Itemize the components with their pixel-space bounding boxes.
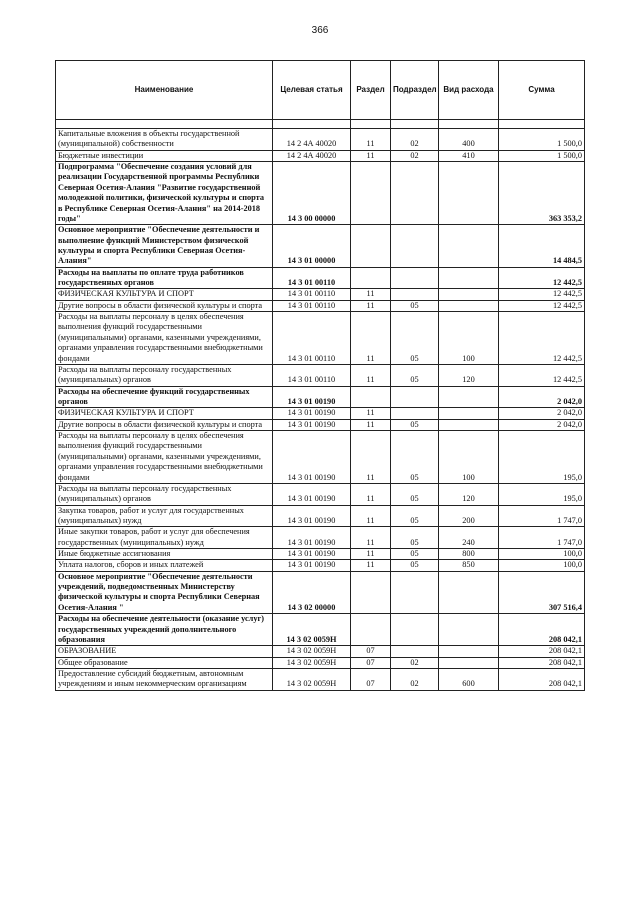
cell-subsection: [391, 614, 439, 646]
cell-code: 14 3 01 00190: [273, 549, 351, 560]
cell-code: 14 3 00 00000: [273, 162, 351, 225]
budget-table: [55, 60, 585, 691]
table-row: [56, 150, 585, 161]
cell-section: 11: [351, 419, 391, 430]
cell-amount: 208 042,1: [499, 614, 585, 646]
cell-code: 14 3 02 0059Н: [273, 646, 351, 657]
cell-kind: [439, 657, 499, 668]
cell-amount: 363 353,2: [499, 162, 585, 225]
header-subsection: Подраздел: [391, 61, 439, 120]
table-row: [56, 364, 585, 386]
cell-name: Бюджетные инвестиции: [56, 150, 273, 161]
cell-amount: 12 442,5: [499, 364, 585, 386]
cell-code: 14 3 01 00110: [273, 312, 351, 365]
cell-subsection: [391, 162, 439, 225]
cell-amount: 100,0: [499, 549, 585, 560]
cell-section: 11: [351, 312, 391, 365]
cell-kind: [439, 289, 499, 300]
table-row: [56, 312, 585, 365]
cell-kind: [439, 419, 499, 430]
cell-code: 14 3 01 00190: [273, 505, 351, 527]
cell-amount: 208 042,1: [499, 668, 585, 690]
cell-section: [351, 386, 391, 408]
cell-code: 14 3 01 00190: [273, 431, 351, 484]
cell-section: [351, 162, 391, 225]
cell-kind: [439, 267, 499, 289]
cell-amount: 195,0: [499, 431, 585, 484]
cell-section: 11: [351, 560, 391, 571]
table-row: [56, 408, 585, 419]
cell-name: Подпрограмма "Обеспечение создания условий для реализации Государственной программы Республики Северная Осетия-Алания "Развитие государственной молодежной политики, физической культуры и спорта в Республике Северная Осетия-Алания" на 2014-2018 годы": [56, 162, 273, 225]
table-row: [56, 431, 585, 484]
cell-name: ФИЗИЧЕСКАЯ КУЛЬТУРА И СПОРТ: [56, 408, 273, 419]
cell-amount: 12 442,5: [499, 300, 585, 311]
cell-name: ОБРАЗОВАНИЕ: [56, 646, 273, 657]
cell-code: 14 2 4А 40020: [273, 150, 351, 161]
cell-amount: 195,0: [499, 483, 585, 505]
cell-kind: 100: [439, 431, 499, 484]
table-spacer-row: [56, 120, 585, 129]
cell-section: [351, 267, 391, 289]
cell-section: 11: [351, 505, 391, 527]
cell-amount: 307 516,4: [499, 571, 585, 613]
cell-name: Предоставление субсидий бюджетным, автономным учреждениям и иным некоммерческим организациям: [56, 668, 273, 690]
cell-section: 11: [351, 431, 391, 484]
cell-section: 11: [351, 527, 391, 549]
cell-name: Основное мероприятие "Обеспечение деятельности учреждений, подведомственных Министерству физической культуры и спорта Республики Северная Осетия-Алания ": [56, 571, 273, 613]
cell-kind: 100: [439, 312, 499, 365]
table-row: [56, 571, 585, 613]
cell-subsection: [391, 289, 439, 300]
header-kind: Вид расхода: [439, 61, 499, 120]
cell-subsection: [391, 386, 439, 408]
table-row: [56, 560, 585, 571]
table-row: [56, 668, 585, 690]
table-row: [56, 505, 585, 527]
cell-amount: 14 484,5: [499, 225, 585, 267]
cell-amount: 1 500,0: [499, 150, 585, 161]
cell-code: 14 3 01 00190: [273, 483, 351, 505]
cell-amount: 12 442,5: [499, 267, 585, 289]
table-row: [56, 129, 585, 151]
cell-code: 14 3 01 00190: [273, 560, 351, 571]
cell-subsection: 05: [391, 431, 439, 484]
cell-section: 11: [351, 150, 391, 161]
cell-amount: 1 747,0: [499, 527, 585, 549]
cell-subsection: 05: [391, 483, 439, 505]
cell-section: 11: [351, 549, 391, 560]
cell-section: 11: [351, 408, 391, 419]
cell-amount: 12 442,5: [499, 289, 585, 300]
cell-section: [351, 614, 391, 646]
cell-section: 07: [351, 646, 391, 657]
cell-code: 14 3 01 00110: [273, 267, 351, 289]
table-row: [56, 527, 585, 549]
cell-subsection: 02: [391, 668, 439, 690]
cell-kind: [439, 162, 499, 225]
cell-code: 14 3 01 00190: [273, 408, 351, 419]
table-body: [56, 120, 585, 691]
cell-subsection: 05: [391, 560, 439, 571]
cell-name: Иные закупки товаров, работ и услуг для обеспечения государственных (муниципальных) нужд: [56, 527, 273, 549]
cell-subsection: 05: [391, 300, 439, 311]
cell-code: 14 3 02 0059Н: [273, 657, 351, 668]
cell-amount: 100,0: [499, 560, 585, 571]
table-row: [56, 267, 585, 289]
cell-subsection: [391, 646, 439, 657]
cell-kind: [439, 386, 499, 408]
cell-code: 14 2 4А 40020: [273, 129, 351, 151]
cell-kind: [439, 571, 499, 613]
cell-section: 11: [351, 129, 391, 151]
header-amount: Сумма: [499, 61, 585, 120]
cell-amount: 12 442,5: [499, 312, 585, 365]
cell-section: 07: [351, 668, 391, 690]
header-name: Наименование: [56, 61, 273, 120]
cell-name: Другие вопросы в области физической культуры и спорта: [56, 300, 273, 311]
cell-subsection: 02: [391, 150, 439, 161]
cell-code: 14 3 01 00190: [273, 419, 351, 430]
cell-name: Закупка товаров, работ и услуг для государственных (муниципальных) нужд: [56, 505, 273, 527]
cell-subsection: 02: [391, 129, 439, 151]
cell-kind: [439, 646, 499, 657]
cell-kind: 410: [439, 150, 499, 161]
cell-name: Расходы на выплаты персоналу в целях обеспечения выполнения функций государственными (муниципальными) органами, казенными учреждениями, органами управления государственными внебюджетными фондами: [56, 431, 273, 484]
table-row: [56, 162, 585, 225]
cell-subsection: [391, 408, 439, 419]
cell-name: Основное мероприятие "Обеспечение деятельности и выполнение функций Министерством физической культуры и спорта Республики Северная Осетия-Алания": [56, 225, 273, 267]
cell-subsection: 05: [391, 549, 439, 560]
cell-subsection: 02: [391, 657, 439, 668]
cell-subsection: 05: [391, 527, 439, 549]
cell-name: Иные бюджетные ассигнования: [56, 549, 273, 560]
cell-amount: 1 747,0: [499, 505, 585, 527]
cell-amount: 208 042,1: [499, 646, 585, 657]
cell-section: 11: [351, 364, 391, 386]
cell-name: Другие вопросы в области физической культуры и спорта: [56, 419, 273, 430]
cell-code: 14 3 02 00000: [273, 571, 351, 613]
cell-kind: 600: [439, 668, 499, 690]
cell-name: Расходы на выплаты персоналу в целях обеспечения выполнения функций государственными (муниципальными) органами, казенными учреждениями, органами управления государственными внебюджетными фондами: [56, 312, 273, 365]
cell-section: 11: [351, 289, 391, 300]
cell-name: Расходы на выплаты по оплате труда работников государственных органов: [56, 267, 273, 289]
cell-section: 11: [351, 483, 391, 505]
cell-name: Расходы на обеспечение функций государственных органов: [56, 386, 273, 408]
table-header-row: [56, 61, 585, 120]
cell-kind: [439, 225, 499, 267]
cell-section: 11: [351, 300, 391, 311]
cell-subsection: 05: [391, 505, 439, 527]
table-row: [56, 289, 585, 300]
cell-kind: 120: [439, 483, 499, 505]
table-row: [56, 386, 585, 408]
cell-kind: [439, 614, 499, 646]
cell-code: 14 3 01 00190: [273, 527, 351, 549]
cell-code: 14 3 02 0059Н: [273, 614, 351, 646]
cell-subsection: 05: [391, 364, 439, 386]
cell-kind: 240: [439, 527, 499, 549]
cell-section: 07: [351, 657, 391, 668]
table-row: [56, 225, 585, 267]
cell-subsection: [391, 225, 439, 267]
cell-name: Общее образование: [56, 657, 273, 668]
cell-amount: 2 042,0: [499, 419, 585, 430]
cell-section: [351, 225, 391, 267]
cell-kind: 200: [439, 505, 499, 527]
cell-code: 14 3 01 00190: [273, 386, 351, 408]
table-row: [56, 614, 585, 646]
cell-kind: [439, 300, 499, 311]
cell-kind: 120: [439, 364, 499, 386]
cell-name: ФИЗИЧЕСКАЯ КУЛЬТУРА И СПОРТ: [56, 289, 273, 300]
cell-code: 14 3 01 00000: [273, 225, 351, 267]
cell-section: [351, 571, 391, 613]
page-number: 366: [311, 25, 329, 36]
cell-name: Капитальные вложения в объекты государственной (муниципальной) собственности: [56, 129, 273, 151]
cell-amount: 2 042,0: [499, 386, 585, 408]
cell-code: 14 3 01 00110: [273, 300, 351, 311]
cell-subsection: [391, 571, 439, 613]
cell-kind: 400: [439, 129, 499, 151]
cell-amount: 2 042,0: [499, 408, 585, 419]
table-row: [56, 483, 585, 505]
header-code: Целевая статья: [273, 61, 351, 120]
table-row: [56, 646, 585, 657]
cell-name: Уплата налогов, сборов и иных платежей: [56, 560, 273, 571]
cell-name: Расходы на выплаты персоналу государственных (муниципальных) органов: [56, 483, 273, 505]
cell-code: 14 3 02 0059Н: [273, 668, 351, 690]
table-row: [56, 300, 585, 311]
cell-kind: [439, 408, 499, 419]
cell-name: Расходы на обеспечение деятельности (оказание услуг) государственных учреждений дополнительного образования: [56, 614, 273, 646]
cell-amount: 1 500,0: [499, 129, 585, 151]
table-row: [56, 419, 585, 430]
table-row: [56, 657, 585, 668]
header-section: Раздел: [351, 61, 391, 120]
cell-code: 14 3 01 00110: [273, 364, 351, 386]
cell-subsection: 05: [391, 419, 439, 430]
cell-subsection: 05: [391, 312, 439, 365]
cell-subsection: [391, 267, 439, 289]
table-row: [56, 549, 585, 560]
cell-code: 14 3 01 00110: [273, 289, 351, 300]
cell-name: Расходы на выплаты персоналу государственных (муниципальных) органов: [56, 364, 273, 386]
cell-kind: 850: [439, 560, 499, 571]
cell-kind: 800: [439, 549, 499, 560]
cell-amount: 208 042,1: [499, 657, 585, 668]
